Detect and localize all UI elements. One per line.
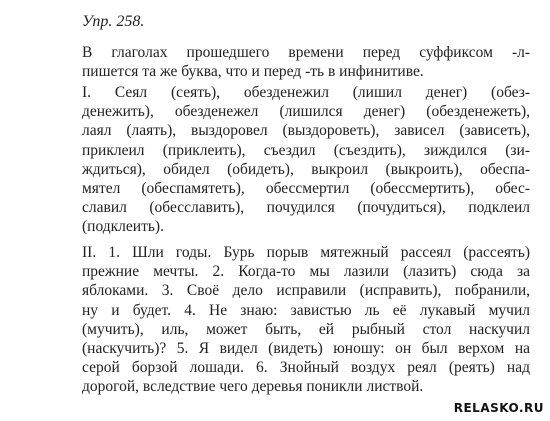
part-two-line: (мучить), иль, может быть, ей рыбный стол наскучил xyxy=(82,320,530,338)
exercise-title: Упр. 258. xyxy=(82,13,145,30)
part-one-line: ждиться), обидел (обидеть), выкроил (выкроить), обеспа- xyxy=(82,160,530,178)
part-two-line: прежние мечты. 2. Когда-то мы лазили (лазить) сюда за xyxy=(82,263,530,281)
part-one-paragraph xyxy=(82,83,530,237)
part-one-line: славил (обесславить), почудился (почудиться), подклеил xyxy=(82,199,530,217)
rule-paragraph xyxy=(82,43,530,81)
part-one-line: мятел (обеспамятеть), обессмертил (обессмертить), обес- xyxy=(82,180,530,198)
part-two-line: серой борзой лошади. 6. Знойный воздух реял (реять) над xyxy=(82,359,530,377)
part-two-line: дорогой, вследствие чего деревья поникли листвой. xyxy=(82,378,424,396)
part-one-line: (подклеить). xyxy=(82,218,164,236)
part-two-line: яблоками. 3. Своё дело исправили (исправить), побранили, xyxy=(82,282,530,300)
rule-line: пишется та же буква, что и перед -ть в инфинитиве. xyxy=(82,63,424,81)
part-one-line: приклеил (приклеить), съездил (съездить), зиждился (зи- xyxy=(82,141,530,159)
part-two-paragraph xyxy=(82,243,530,397)
part-two-line: (наскучить)? 5. Я видел (видеть) юношу: он был верхом на xyxy=(82,340,530,358)
part-two-line: II. 1. Шли годы. Бурь порыв мятежный рассеял (рассеять) xyxy=(82,244,530,261)
site-watermark: RELASKO.RU xyxy=(453,401,544,415)
part-two-line: ну и будет. 4. Не знаю: завистью ль её лукавый мучил xyxy=(82,301,530,319)
part-one-line: денежить), обезденежел (лишился денег) (обезденежеть), xyxy=(82,103,530,121)
rule-line: В глаголах прошедшего времени перед суффиксом -л- xyxy=(82,44,530,61)
part-one-line: I. Сеял (сеять), обезденежил (лишил денег) (обез- xyxy=(82,84,530,101)
part-one-line: лаял (лаять), выздоровел (выздороветь), зависел (зависеть), xyxy=(82,122,530,140)
